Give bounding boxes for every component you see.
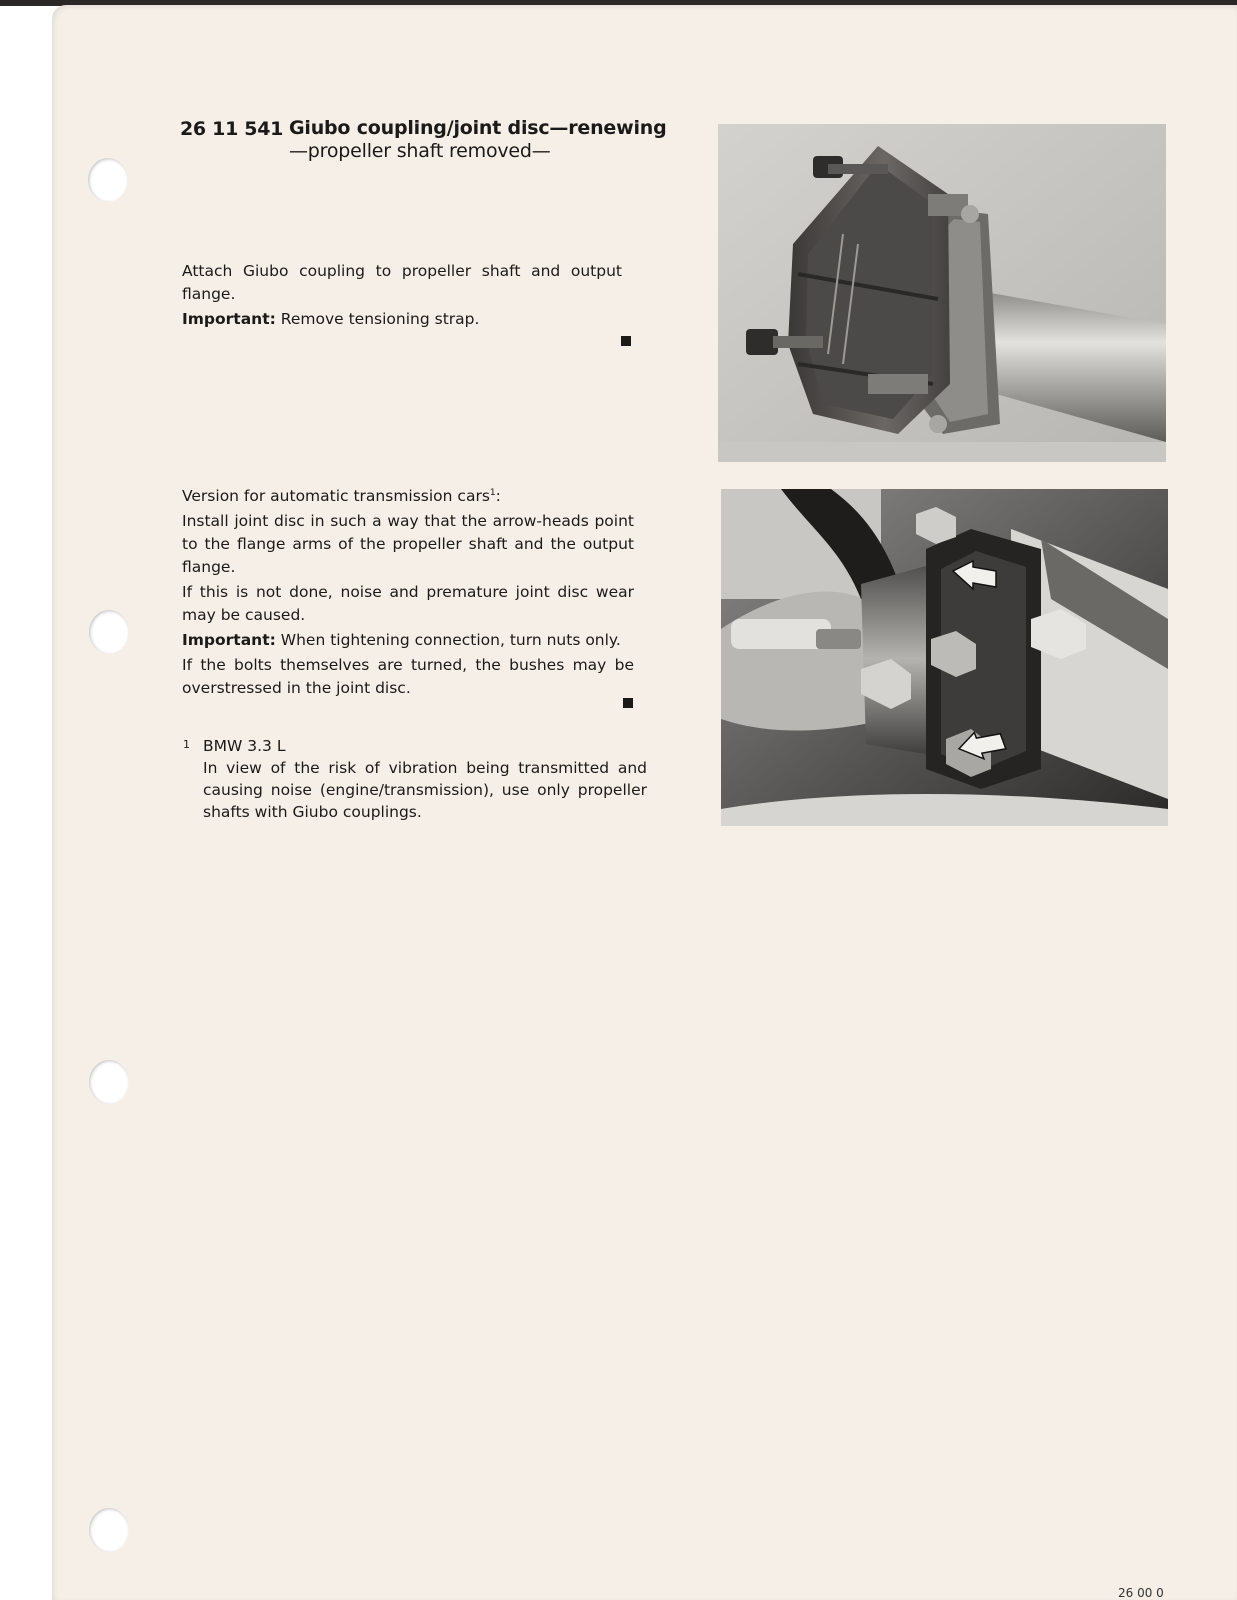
footnote-model: BMW 3.3 L — [203, 737, 286, 755]
important-note — [182, 629, 634, 652]
binder-hole — [89, 1508, 129, 1552]
important-text: When tightening connection, turn nuts only. — [280, 631, 621, 650]
important-note — [182, 308, 622, 331]
important-text: Remove tensioning strap. — [280, 310, 480, 328]
section1-text — [182, 260, 622, 331]
instruction-attach: Attach Giubo coupling to propeller shaft and output flange. — [182, 262, 622, 303]
page-title: Giubo coupling/joint disc—renewing — [289, 117, 667, 139]
page-reference: 26 00 0 — [1118, 1586, 1164, 1600]
binder-hole — [89, 1060, 129, 1104]
footnote-text: In view of the risk of vibration being transmitted and causing noise (engine/transmission), use only propeller shafts with Giubo couplings. — [203, 759, 647, 821]
bolt-note: If the bolts themselves are turned, the bushes may be overstressed in the joint disc. — [182, 656, 634, 698]
install-instruction: Install joint disc in such a way that the arrow-heads point to the flange arms of the propeller shaft and the output flange. — [182, 512, 634, 577]
important-label: Important: — [182, 310, 276, 328]
end-of-section-mark — [621, 336, 631, 346]
version-heading: Version for automatic transmission cars$^1$: — [182, 487, 501, 506]
warning-text: If this is not done, noise and premature joint disc wear may be caused. — [182, 583, 634, 625]
footnote — [203, 735, 647, 823]
photo-joint-disc-installed — [721, 489, 1168, 826]
important-label: Important: — [182, 631, 276, 650]
photo-giubo-coupling — [718, 124, 1166, 462]
footnote-marker: 1 — [183, 738, 190, 751]
end-of-section-mark — [623, 698, 633, 708]
page-subtitle: —propeller shaft removed— — [289, 140, 551, 162]
section2-text — [182, 482, 634, 700]
binder-hole — [89, 610, 129, 654]
binder-hole — [88, 158, 128, 202]
operation-code: 26 11 541 — [180, 118, 284, 140]
